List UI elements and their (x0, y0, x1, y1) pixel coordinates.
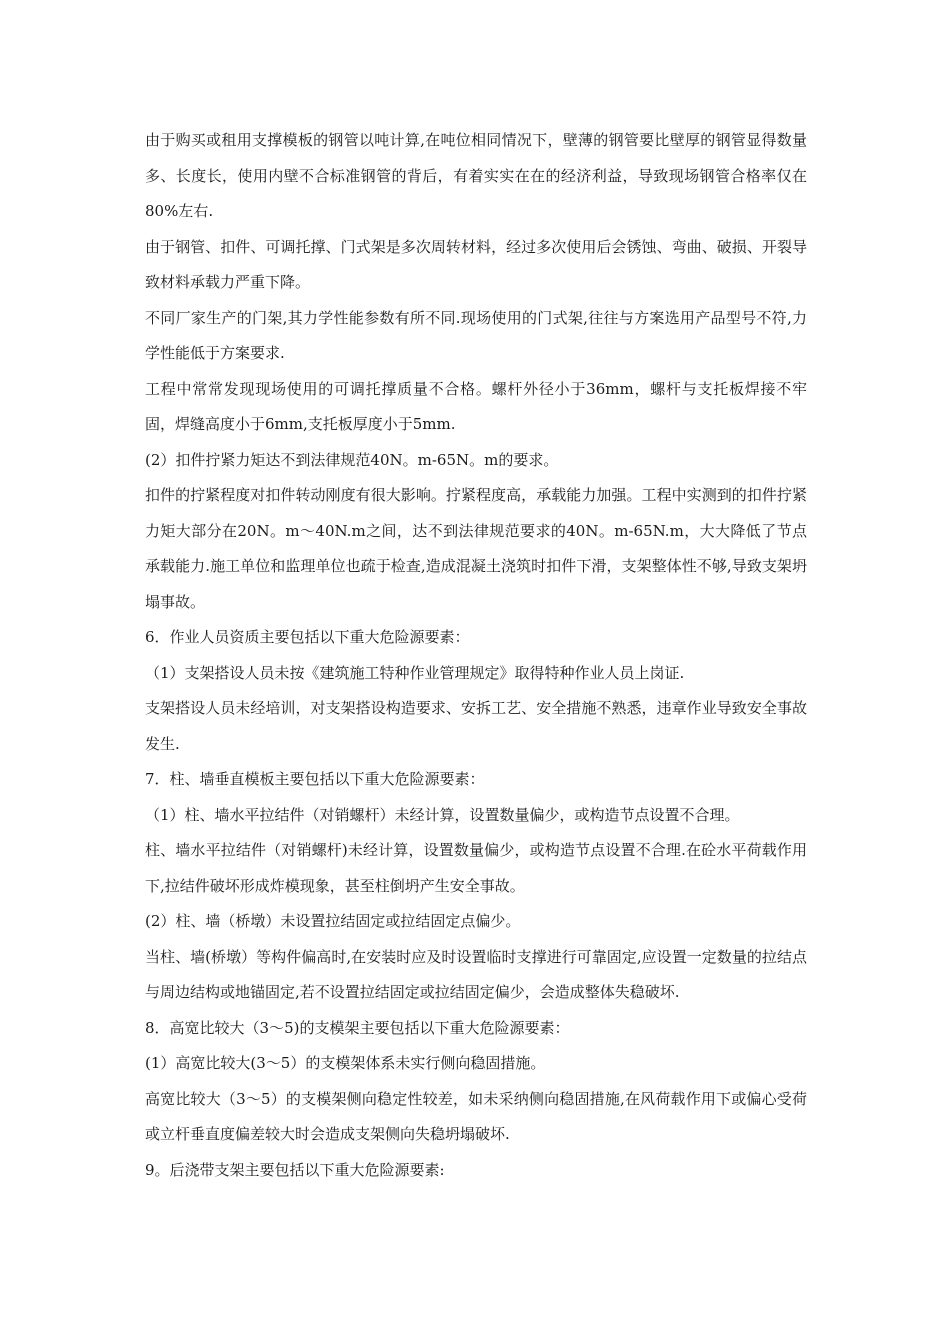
paragraph: 不同厂家生产的门架,其力学性能参数有所不同.现场使用的门式架,往往与方案选用产品型号不符,力学性能低于方案要求. (145, 308, 807, 362)
paragraph: 当柱、墙(桥墩）等构件偏高时,在安装时应及时设置临时支撑进行可靠固定,应设置一定数量的拉结点与周边结构或地锚固定,若不设置拉结固定或拉结固定偏少，会造成整体失稳破坏. (145, 947, 807, 1001)
paragraph: 由于购买或租用支撑模板的钢管以吨计算,在吨位相同情况下，壁薄的钢管要比壁厚的钢管显得数量多、长度长，使用内壁不合标准钢管的背后，有着实实在在的经济利益，导致现场钢管合格率仅在80%左右. (145, 131, 807, 220)
section-heading: 8．高宽比较大（3～5)的支模架主要包括以下重大危险源要素： (145, 1018, 570, 1037)
paragraph: 扣件的拧紧程度对扣件转动刚度有很大影响。拧紧程度高，承载能力加强。工程中实测到的扣件拧紧力矩大部分在20N。m～40N.m之间，达不到法律规范要求的40N。m-65N.m，大大降低了节点承载能力.施工单位和监理单位也疏于检查,造成混凝土浇筑时扣件下滑，支架整体性不够,导致支架坍塌事故。 (145, 486, 807, 611)
paragraph: （1）支架搭设人员未按《建筑施工特种作业管理规定》取得特种作业人员上岗证. (145, 663, 685, 682)
paragraph: (2）柱、墙（桥墩）未设置拉结固定或拉结固定点偏少。 (145, 912, 521, 930)
section-heading: 6．作业人员资质主要包括以下重大危险源要素： (145, 628, 470, 646)
paragraph: 高宽比较大（3～5）的支模架侧向稳定性较差，如未采纳侧向稳固措施,在风荷载作用下或偏心受荷或立杆垂直度偏差较大时会造成支架侧向失稳坍塌破坏. (145, 1089, 807, 1143)
section-heading: 7．柱、墙垂直模板主要包括以下重大危险源要素： (145, 770, 485, 788)
paragraph: 柱、墙水平拉结件（对销螺杆)未经计算，设置数量偏少，或构造节点设置不合理.在砼水平荷载作用下,拉结件破坏形成炸模现象，甚至柱倒坍产生安全事故。 (145, 841, 807, 895)
paragraph: 工程中常常发现现场使用的可调托撑质量不合格。螺杆外径小于36mm，螺杆与支托板焊接不牢固，焊缝高度小于6mm,支托板厚度小于5mm. (145, 379, 807, 433)
paragraph: 支架搭设人员未经培训，对支架搭设构造要求、安拆工艺、安全措施不熟悉，违章作业导致安全事故发生. (145, 699, 807, 753)
document-body (145, 123, 807, 1188)
paragraph: 由于钢管、扣件、可调托撑、门式架是多次周转材料，经过多次使用后会锈蚀、弯曲、破损、开裂导致材料承载力严重下降。 (145, 237, 807, 291)
paragraph: (2）扣件拧紧力矩达不到法律规范40N。m-65N。m的要求。 (145, 450, 559, 469)
paragraph: （1）柱、墙水平拉结件（对销螺杆）未经计算，设置数量偏少，或构造节点设置不合理。 (145, 805, 740, 824)
section-heading: 9。后浇带支架主要包括以下重大危险源要素: (145, 1160, 445, 1179)
paragraph: (1）高宽比较大(3～5）的支模架体系未实行侧向稳固措施。 (145, 1054, 546, 1072)
